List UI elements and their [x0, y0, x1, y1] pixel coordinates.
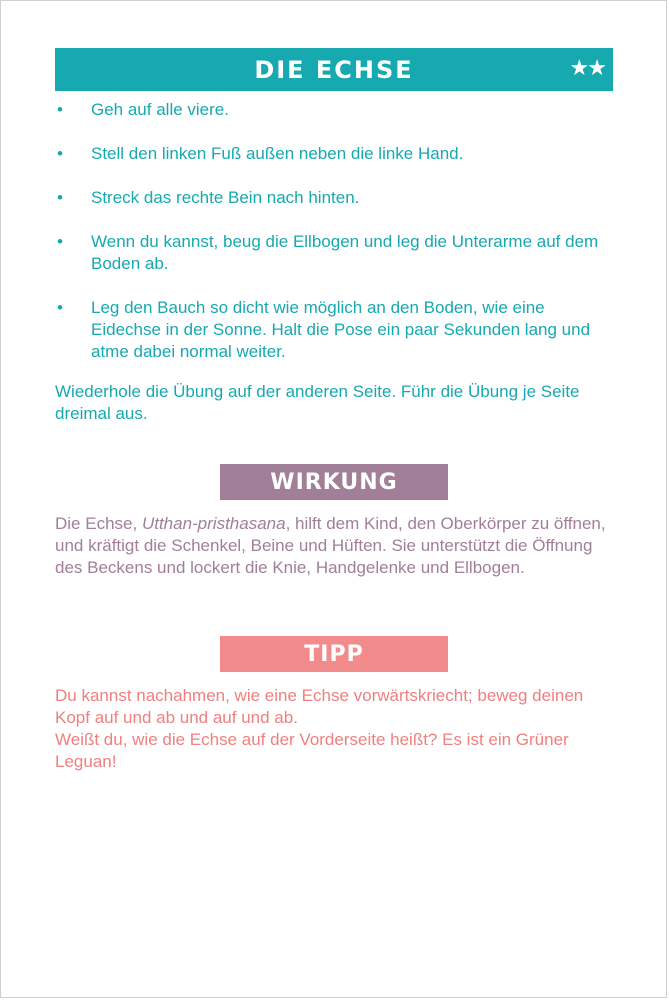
tip-heading-banner	[220, 636, 448, 672]
effect-heading-banner	[220, 464, 448, 500]
bullet-icon: •	[57, 188, 63, 207]
instruction-list	[55, 99, 615, 385]
instruction-step	[55, 143, 615, 165]
tip-line: Weißt du, wie die Echse auf der Vorderseite heißt? Es ist ein Grüner Leguan!	[55, 730, 569, 771]
tip-paragraph	[55, 685, 615, 773]
instruction-text: Leg den Bauch so dicht wie möglich an den Boden, wie eine Eidechse in der Sonne. Halt die Pose ein paar Sekunden lang und atme dabei normal weiter.	[91, 298, 591, 361]
effect-text-intro: Die Echse,	[55, 514, 142, 533]
repeat-instruction: Wiederhole die Übung auf der anderen Seite. Führ die Übung je Seite dreimal aus.	[55, 382, 580, 423]
bullet-icon: •	[57, 232, 63, 251]
bullet-icon: •	[57, 144, 63, 163]
pose-name: Utthan-pristhasana	[141, 514, 286, 533]
instruction-text: Stell den linken Fuß außen neben die linke Hand.	[91, 144, 464, 163]
instruction-text: Geh auf alle viere.	[91, 100, 229, 119]
tip-line: Du kannst nachahmen, wie eine Echse vorwärtskriecht; beweg deinen Kopf auf und ab und auf und ab.	[55, 686, 584, 727]
instruction-step	[55, 99, 615, 121]
instruction-step	[55, 297, 615, 363]
instruction-step	[55, 231, 615, 275]
instruction-text: Streck das rechte Bein nach hinten.	[91, 188, 360, 207]
bullet-icon: •	[57, 100, 63, 119]
page-title: DIE ECHSE	[254, 55, 414, 84]
title-banner	[55, 48, 613, 91]
instruction-step	[55, 187, 615, 209]
instruction-text: Wenn du kannst, beug die Ellbogen und leg die Unterarme auf dem Boden ab.	[91, 232, 599, 273]
effect-paragraph	[55, 513, 615, 579]
bullet-icon: •	[57, 298, 63, 317]
difficulty-stars-icon: ★★	[569, 55, 605, 80]
effect-text-body: , hilft dem Kind, den Oberkörper zu öffnen, und kräftigt die Schenkel, Beine und Hüften. Sie unterstützt die Öffnung des Beckens und lockert die Knie, Handgelenke und Ellbogen.	[55, 514, 606, 577]
effect-heading: WIRKUNG	[270, 469, 398, 495]
tip-heading: TIPP	[304, 641, 364, 667]
